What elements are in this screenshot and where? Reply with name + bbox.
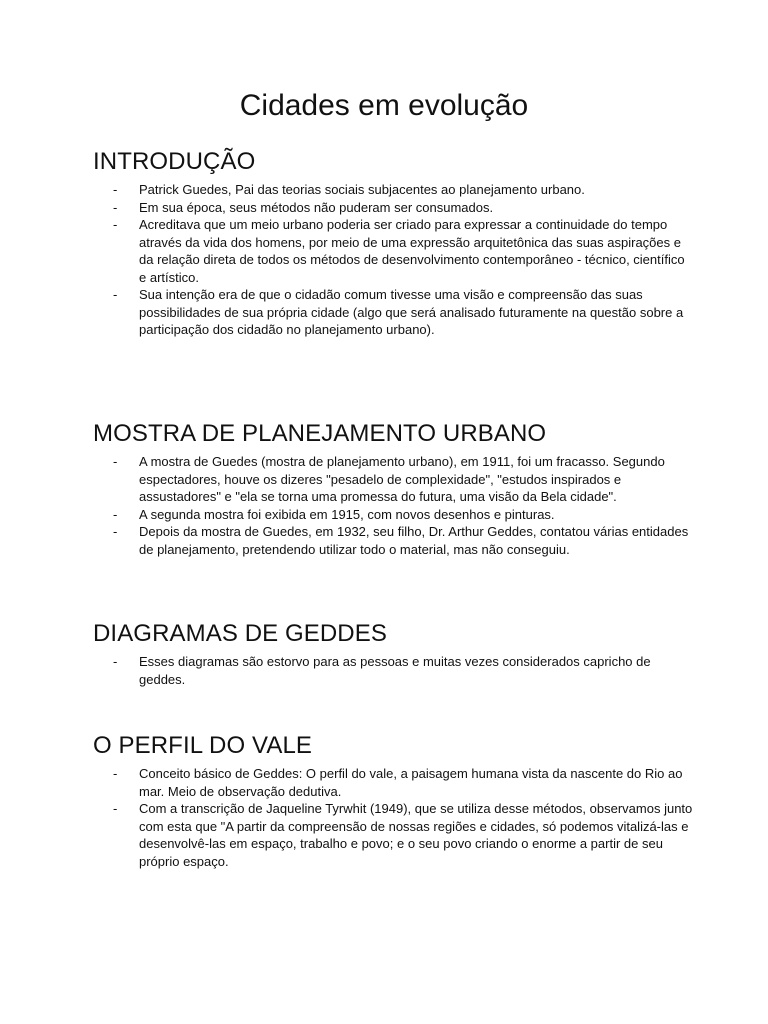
bullet-dash: - — [113, 287, 118, 302]
section-heading: MOSTRA DE PLANEJAMENTO URBANO — [93, 420, 547, 447]
list-item — [93, 523, 693, 558]
list-item — [93, 765, 693, 800]
list-item-text: Esses diagramas são estorvo para as pessoas e muitas vezes considerados capricho de geddes. — [139, 654, 651, 687]
list-item — [93, 199, 693, 217]
list-item-text: Sua intenção era de que o cidadão comum tivesse uma visão e compreensão das suas possibilidades de sua própria cidade (algo que será analisado futuramente na questão sobre a participação dos cidadão no planejamento urbano). — [139, 287, 684, 337]
list-item — [93, 181, 693, 199]
bullet-dash: - — [113, 766, 118, 781]
list-item — [93, 800, 693, 870]
list-item — [93, 653, 693, 688]
list-item-text: Acreditava que um meio urbano poderia ser criado para expressar a continuidade do tempo através da vida dos homens, por meio de uma expressão arquitetônica das suas aspirações e da relação direta de todos os métodos de desenvolvimento contemporâneo - técnico, científico e artístico. — [139, 217, 685, 285]
bullet-list — [93, 653, 693, 688]
list-item — [93, 286, 693, 339]
list-item — [93, 216, 693, 286]
list-item-text: A mostra de Guedes (mostra de planejamento urbano), em 1911, foi um fracasso. Segundo espectadores, houve os dizeres "pesadelo de complexidade", "estudos inspirados e assustadores" e "ela se torna uma promessa do futura, uma visão da Bela cidade". — [139, 454, 665, 504]
bullet-dash: - — [113, 217, 118, 232]
bullet-dash: - — [113, 654, 118, 669]
bullet-dash: - — [113, 182, 118, 197]
list-item-text: A segunda mostra foi exibida em 1915, com novos desenhos e pinturas. — [139, 506, 555, 522]
section-mostra-de-planejamento-urbano — [93, 419, 693, 558]
section-heading: INTRODUÇÃO — [93, 148, 256, 175]
list-item — [93, 506, 693, 524]
list-item-text: Em sua época, seus métodos não puderam ser consumados. — [139, 199, 494, 215]
bullet-dash: - — [113, 454, 118, 469]
bullet-dash: - — [113, 506, 118, 522]
list-item — [93, 453, 693, 506]
section-introducao — [93, 147, 693, 339]
section-heading: O PERFIL DO VALE — [93, 732, 312, 759]
bullet-list — [93, 765, 693, 870]
section-heading: DIAGRAMAS DE GEDDES — [93, 620, 387, 647]
section-diagramas-de-geddes — [93, 619, 693, 688]
bullet-list — [93, 453, 693, 558]
list-item-text: Com a transcrição de Jaqueline Tyrwhit (1949), que se utiliza desse métodos, observamos junto com esta que "A partir da compreensão de nossas regiões e cidades, só podemos vitalizá-las e desenvolvê-las em espaço, trabalho e povo; e o seu povo criando o enorme a partir de seu próprio espaço. — [139, 801, 693, 869]
bullet-dash: - — [113, 524, 118, 539]
list-item-text: Conceito básico de Geddes: O perfil do vale, a paisagem humana vista da nascente do Rio ao mar. Meio de observação dedutiva. — [139, 766, 683, 799]
bullet-list — [93, 181, 693, 339]
document-title: Cidades em evolução — [239, 89, 529, 122]
bullet-dash: - — [113, 199, 118, 215]
list-item-text: Patrick Guedes, Pai das teorias sociais subjacentes ao planejamento urbano. — [139, 182, 585, 197]
section-o-perfil-do-vale — [93, 731, 693, 870]
list-item-text: Depois da mostra de Guedes, em 1932, seu filho, Dr. Arthur Geddes, contatou várias entidades de planejamento, pretendendo utilizar todo o material, mas não conseguiu. — [139, 524, 689, 557]
bullet-dash: - — [113, 801, 118, 816]
